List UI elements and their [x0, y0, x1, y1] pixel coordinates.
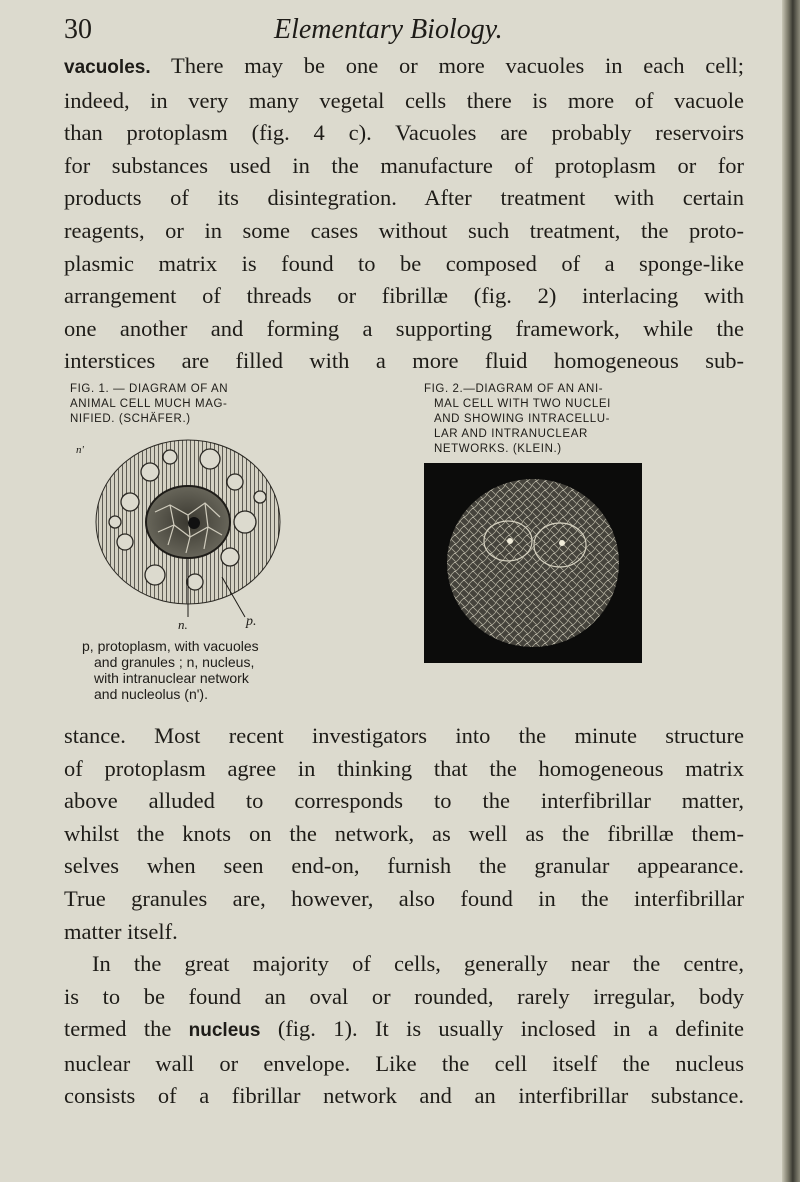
text-line: consists of a fibrillar network and an interfibrillar substance. [64, 1083, 744, 1109]
text-line: than protoplasm (fig. 4 c). Vacuoles are probably reservoirs [64, 120, 744, 146]
paragraph-nucleus [64, 948, 744, 1113]
text-line: nuclear wall or envelope. Like the cell itself the nucleus [64, 1050, 744, 1076]
book-spine-edge [782, 0, 800, 1182]
page-header [64, 14, 744, 50]
figure-2 [424, 382, 664, 663]
text-line: reagents, or in some cases without such treatment, the proto- [64, 217, 744, 243]
bold-term: nucleus [188, 1020, 261, 1042]
text-line: above alluded to corresponds to the interfibrillar matter, [64, 788, 744, 814]
text-line: indeed, in very many vegetal cells there is more of vacuole [64, 87, 744, 113]
label-p: p. [246, 614, 257, 629]
figure-1-cell-diagram [70, 427, 320, 632]
text-line: whilst the knots on the network, as well as the fibrillæ them- [64, 820, 744, 846]
text-line: stance. Most recent investigators into the minute structure [64, 723, 744, 748]
label-n: n. [178, 617, 188, 632]
figure-1-legend: p, protoplasm, with vacuoles and granules ; n, nucleus, with intranuclear network and nucleolus (n'). [82, 638, 259, 702]
text-line: is to be found an oval or rounded, rarely irregular, body [64, 983, 744, 1009]
text-line: interstices are filled with a more fluid homogeneous sub- [64, 348, 744, 374]
text-line: In the great majority of cells, generally near the centre, [92, 951, 744, 976]
page-number: 30 [64, 14, 92, 45]
text-line: products of its disintegration. After treatment with certain [64, 185, 744, 211]
figure-2-caption: FIG. 2.—DIAGRAM OF AN ANI- MAL CELL WITH TWO NUCLEI AND SHOWING INTRACELLU- LAR AND INTRANUCLEAR NETWORKS. (KLEIN.) [424, 383, 611, 455]
bold-term: vacuoles. [64, 57, 151, 78]
figure-2-cell-diagram [424, 463, 642, 663]
text-line: plasmic matrix is found to be composed of a sponge-like [64, 250, 744, 276]
text-line: of protoplasm agree in thinking that the homogeneous matrix [64, 755, 744, 781]
text-line: vacuoles. There may be one or more vacuoles in each cell; [64, 53, 744, 78]
label-n-prime: n' [76, 444, 84, 456]
figure-1-caption: FIG. 1. — DIAGRAM OF AN ANIMAL CELL MUCH MAG- NIFIED. (SCHÄFER.) [70, 383, 229, 425]
paragraph-vacuoles [64, 50, 744, 378]
nucleolus [188, 517, 200, 529]
running-title: Elementary Biology. [274, 14, 503, 45]
text-line: arrangement of threads or fibrillæ (fig. 2) interlacing with [64, 283, 744, 309]
figure-1 [70, 382, 320, 702]
text-line: True granules are, however, also found in the interfibrillar [64, 885, 744, 911]
text-line: one another and forming a supporting framework, while the [64, 315, 744, 341]
text-line: selves when seen end-on, furnish the granular appearance. [64, 853, 744, 879]
text-line: termed the nucleus (fig. 1). It is usually inclosed in a definite [64, 1016, 744, 1042]
text-line: matter itself. [64, 918, 178, 944]
paragraph-stance [64, 720, 744, 948]
text-line: for substances used in the manufacture of protoplasm or for [64, 152, 744, 178]
